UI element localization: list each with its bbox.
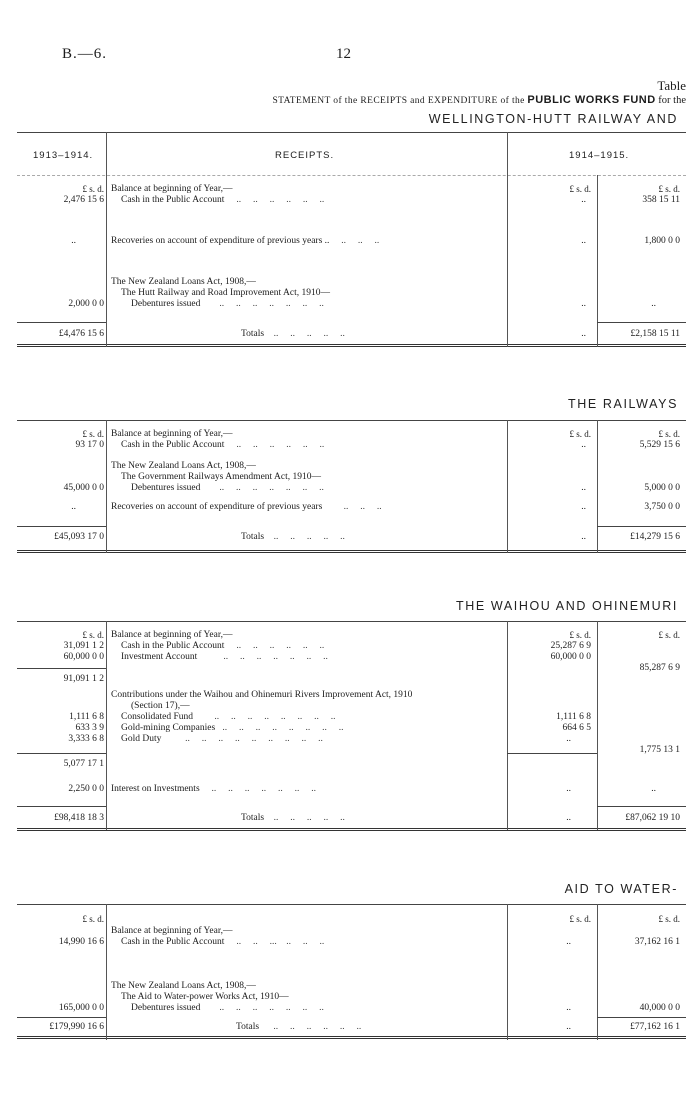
debentures-1913-1914: 2,000 0 0 [68,299,104,309]
debentures-1913-1914: 45,000 0 0 [63,483,104,493]
cash-mid: .. [581,440,586,450]
interest-1913-1914: 2,250 0 0 [68,784,104,794]
cash-1914-1915: 5,529 15 6 [639,440,680,450]
section-heading-waihou: THE WAIHOU AND OHINEMURI [456,599,678,613]
cash-1913-1914: 31,091 1 2 [63,641,104,651]
cash-label: Cash in the Public Account .. .. .. .. .. .. [121,641,325,651]
recoveries-label: Recoveries on account of expenditure of previous years .. .. .. .. [111,236,380,246]
section-heading-railways: THE RAILWAYS [568,397,678,411]
recoveries-mid: .. [581,502,586,512]
totals-mid: .. [566,813,571,823]
consolidated-fund-label: Consolidated Fund .. .. .. .. .. .. .. .. [121,712,336,722]
totals-1914-1915: £2,158 15 11 [630,329,680,339]
section-heading-hutt: WELLINGTON-HUTT RAILWAY AND [428,112,678,126]
cash-mid: 25,287 6 9 [550,641,591,651]
interest-mid: .. [566,784,571,794]
statement-title [272,94,686,106]
cash-label: Cash in the Public Account .. .. .. .. .. .. [121,195,325,205]
lsd-header-left: £ s. d. [82,630,104,640]
recoveries-1914-1915: 3,750 0 0 [644,502,680,512]
interest-1914-1915: .. [651,784,656,794]
loans-act-label: The New Zealand Loans Act, 1908,— [111,981,256,991]
railways-act-label: The Government Railways Amendment Act, 1910— [121,472,321,482]
contributions-subtotal-1913-1914: 5,077 17 1 [63,759,104,769]
gold-duty-1913-1914: 3,333 6 8 [68,734,104,744]
totals-1914-1915: £14,279 15 6 [630,532,680,542]
contributions-1914-1915: 1,775 13 1 [639,745,680,755]
lsd-header-mid: £ s. d. [569,184,591,194]
lsd-header-left: £ s. d. [82,429,104,439]
totals-1913-1914: £45,093 17 0 [54,532,104,542]
table-label: Table [657,78,686,93]
cash-1913-1914: 2,476 15 6 [63,195,104,205]
debentures-1914-1915: 40,000 0 0 [639,1003,680,1013]
debentures-label: Debentures issued .. .. .. .. .. .. .. [131,483,324,493]
balance-label: Balance at beginning of Year,— [111,429,233,439]
totals-label: Totals .. .. .. .. .. [241,532,345,542]
cash-1913-1914: 93 17 0 [75,440,104,450]
lsd-header-left: £ s. d. [82,184,104,194]
debentures-mid: .. [566,1003,571,1013]
water-table [17,904,686,1042]
waihou-table [17,621,686,831]
debentures-label: Debentures issued .. .. .. .. .. .. .. [131,1003,324,1013]
contributions-label: Contributions under the Waihou and Ohinemuri Rivers Improvement Act, 1910 [111,690,413,700]
recoveries-label: Recoveries on account of expenditure of previous years .. .. .. [111,502,382,512]
goldmining-mid: 664 6 5 [562,723,591,733]
recoveries-1914-1915: 1,800 0 0 [644,236,680,246]
totals-1914-1915: £77,162 16 1 [630,1022,680,1032]
investment-1913-1914: 60,000 0 0 [63,652,104,662]
totals-1913-1914: £179,990 16 6 [49,1022,104,1032]
debentures-1913-1914: 165,000 0 0 [58,1003,104,1013]
totals-1913-1914: £98,418 18 3 [54,813,104,823]
contributions-section: (Section 17),— [131,701,190,711]
cash-label: Cash in the Public Account .. .. .. .. .. .. [121,440,325,450]
lsd-header-right: £ s. d. [658,429,680,439]
cash-1914-1915: 37,162 16 1 [634,937,680,947]
report-reference: B.—6. [62,46,108,62]
cash-1914-1915: 358 15 11 [642,195,680,205]
hutt-table [17,132,686,350]
recoveries-mid: .. [581,236,586,246]
section-heading-water: AID TO WATER- [564,882,678,896]
loans-act-label: The New Zealand Loans Act, 1908,— [111,277,256,287]
lsd-header-right: £ s. d. [658,630,680,640]
cash-mid: .. [581,195,586,205]
totals-label: Totals .. .. .. .. .. .. [236,1022,362,1032]
totals-1913-1914: £4,476 15 6 [58,329,104,339]
debentures-mid: .. [581,299,586,309]
totals-1914-1915: £87,062 19 10 [625,813,680,823]
lsd-header-mid: £ s. d. [569,429,591,439]
consolidated-1913-1914: 1,111 6 8 [69,712,104,722]
debentures-1914-1915: .. [651,299,656,309]
balance-label: Balance at beginning of Year,— [111,630,233,640]
loans-act-label: The New Zealand Loans Act, 1908,— [111,461,256,471]
lsd-header-right: £ s. d. [658,914,680,924]
balance-subtotal-1913-1914: 91,091 1 2 [63,674,104,684]
cash-label: Cash in the Public Account .. .. ... .. .. .. [121,937,325,947]
lsd-header-mid: £ s. d. [569,914,591,924]
totals-label: Totals .. .. .. .. .. [241,329,345,339]
lsd-header-mid: £ s. d. [569,630,591,640]
col-1914-1915: 1914–1915. [569,150,630,161]
col-receipts: RECEIPTS. [275,150,335,161]
balance-label: Balance at beginning of Year,— [111,184,233,194]
balance-label: Balance at beginning of Year,— [111,926,233,936]
cash-mid: .. [566,937,571,947]
balance-1914-1915: 85,287 6 9 [639,663,680,673]
statement-prefix: STATEMENT of the RECEIPTS and EXPENDITURE of the [272,96,525,106]
gold-duty-label: Gold Duty .. .. .. .. .. .. .. .. .. [121,734,323,744]
gold-duty-mid: .. [566,734,571,744]
totals-mid: .. [566,1022,571,1032]
consolidated-mid: 1,111 6 8 [556,712,591,722]
goldmining-label: Gold-mining Companies .. .. .. .. .. .. .. .. [121,723,344,733]
hutt-act-label: The Hutt Railway and Road Improvement Act, 1910— [121,288,330,298]
recoveries-1913-1914: .. [71,502,76,512]
fund-name: PUBLIC WORKS FUND [527,94,656,106]
water-act-label: The Aid to Water-power Works Act, 1910— [121,992,289,1002]
page-number: 12 [336,46,351,62]
goldmining-1913-1914: 633 3 9 [75,723,104,733]
debentures-1914-1915: 5,000 0 0 [644,483,680,493]
totals-label: Totals .. .. .. .. .. [241,813,345,823]
totals-mid: .. [581,532,586,542]
statement-suffix: for the [658,95,686,106]
lsd-header-right: £ s. d. [658,184,680,194]
railways-table [17,420,686,555]
debentures-mid: .. [581,483,586,493]
interest-label: Interest on Investments .. .. .. .. .. .. .. [111,784,317,794]
debentures-label: Debentures issued .. .. .. .. .. .. .. [131,299,324,309]
cash-1913-1914: 14,990 16 6 [58,937,104,947]
investment-label: Investment Account .. .. .. .. .. .. .. [121,652,328,662]
col-1913-1914: 1913–1914. [33,150,94,161]
investment-mid: 60,000 0 0 [550,652,591,662]
totals-mid: .. [581,329,586,339]
recoveries-1913-1914: .. [71,236,76,246]
lsd-header-left: £ s. d. [82,914,104,924]
